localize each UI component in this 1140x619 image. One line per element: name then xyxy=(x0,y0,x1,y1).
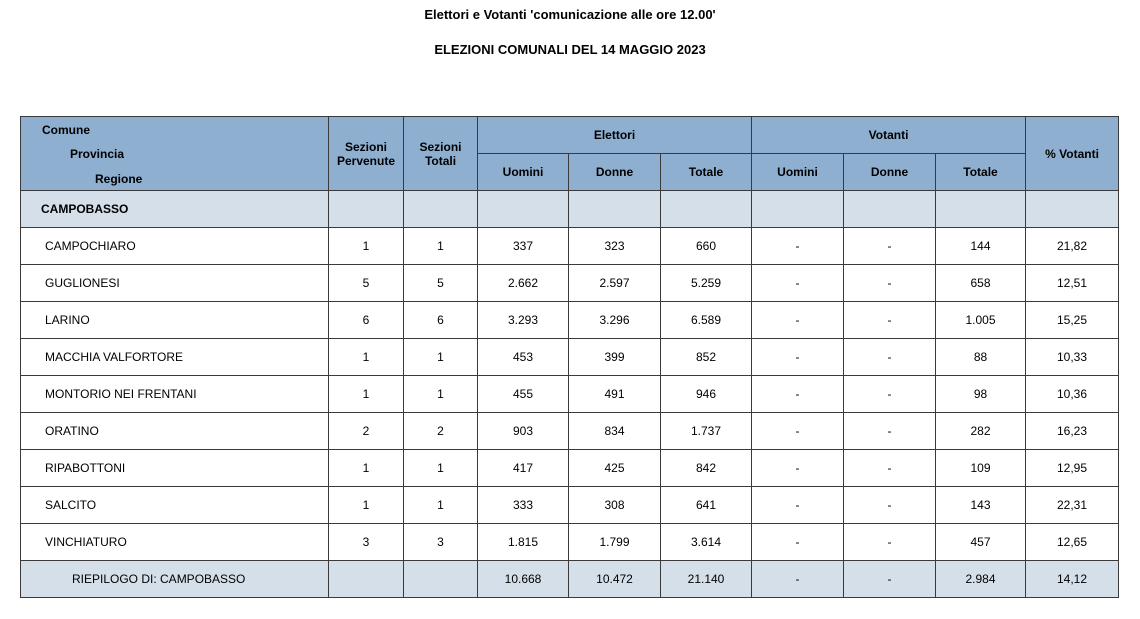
comune-name: GUGLIONESI xyxy=(21,265,329,302)
table-row: LARINO 6 6 3.293 3.296 6.589 - - 1.005 15,25 xyxy=(21,302,1119,339)
table-row: SALCITO 1 1 333 308 641 - - 143 22,31 xyxy=(21,487,1119,524)
votanti-uomini-header: Uomini xyxy=(752,154,844,191)
comune-name: LARINO xyxy=(21,302,329,339)
comune-label: Comune xyxy=(42,123,90,137)
sezioni-totali-header: Sezioni Totali xyxy=(404,117,478,191)
comune-header xyxy=(21,117,329,191)
summary-label: RIEPILOGO DI: CAMPOBASSO xyxy=(21,561,329,598)
comune-name: ORATINO xyxy=(21,413,329,450)
report-subtitle: ELEZIONI COMUNALI DEL 14 MAGGIO 2023 xyxy=(434,42,706,57)
table-row: GUGLIONESI 5 5 2.662 2.597 5.259 - - 658 12,51 xyxy=(21,265,1119,302)
results-table xyxy=(20,116,1119,598)
comune-name: MONTORIO NEI FRENTANI xyxy=(21,376,329,413)
comune-name: VINCHIATURO xyxy=(21,524,329,561)
summary-row: RIEPILOGO DI: CAMPOBASSO 10.668 10.472 21.140 - - 2.984 14,12 xyxy=(21,561,1119,598)
comune-name: SALCITO xyxy=(21,487,329,524)
comune-name: RIPABOTTONI xyxy=(21,450,329,487)
votanti-donne-header: Donne xyxy=(844,154,936,191)
comune-name: CAMPOCHIARO xyxy=(21,228,329,265)
regione-label: Regione xyxy=(95,172,143,186)
table-row: CAMPOCHIARO 1 1 337 323 660 - - 144 21,82 xyxy=(21,228,1119,265)
comune-name: MACCHIA VALFORTORE xyxy=(21,339,329,376)
table-row: MACCHIA VALFORTORE 1 1 453 399 852 - - 88 10,33 xyxy=(21,339,1119,376)
perc-votanti-header: % Votanti xyxy=(1026,117,1119,191)
votanti-totale-header: Totale xyxy=(936,154,1026,191)
votanti-header: Votanti xyxy=(752,117,1026,154)
elettori-donne-header: Donne xyxy=(569,154,661,191)
sezioni-pervenute-header: Sezioni Pervenute xyxy=(329,117,404,191)
provincia-label: Provincia xyxy=(70,147,125,161)
table-row: MONTORIO NEI FRENTANI 1 1 455 491 946 - - 98 10,36 xyxy=(21,376,1119,413)
table-row: ORATINO 2 2 903 834 1.737 - - 282 16,23 xyxy=(21,413,1119,450)
elettori-totale-header: Totale xyxy=(661,154,752,191)
province-name: CAMPOBASSO xyxy=(21,191,329,228)
table-row: RIPABOTTONI 1 1 417 425 842 - - 109 12,95 xyxy=(21,450,1119,487)
elettori-header: Elettori xyxy=(478,117,752,154)
province-row xyxy=(21,191,1119,228)
report-title: Elettori e Votanti 'comunicazione alle ore 12.00' xyxy=(424,7,716,22)
elettori-uomini-header: Uomini xyxy=(478,154,569,191)
table-row: VINCHIATURO 3 3 1.815 1.799 3.614 - - 457 12,65 xyxy=(21,524,1119,561)
